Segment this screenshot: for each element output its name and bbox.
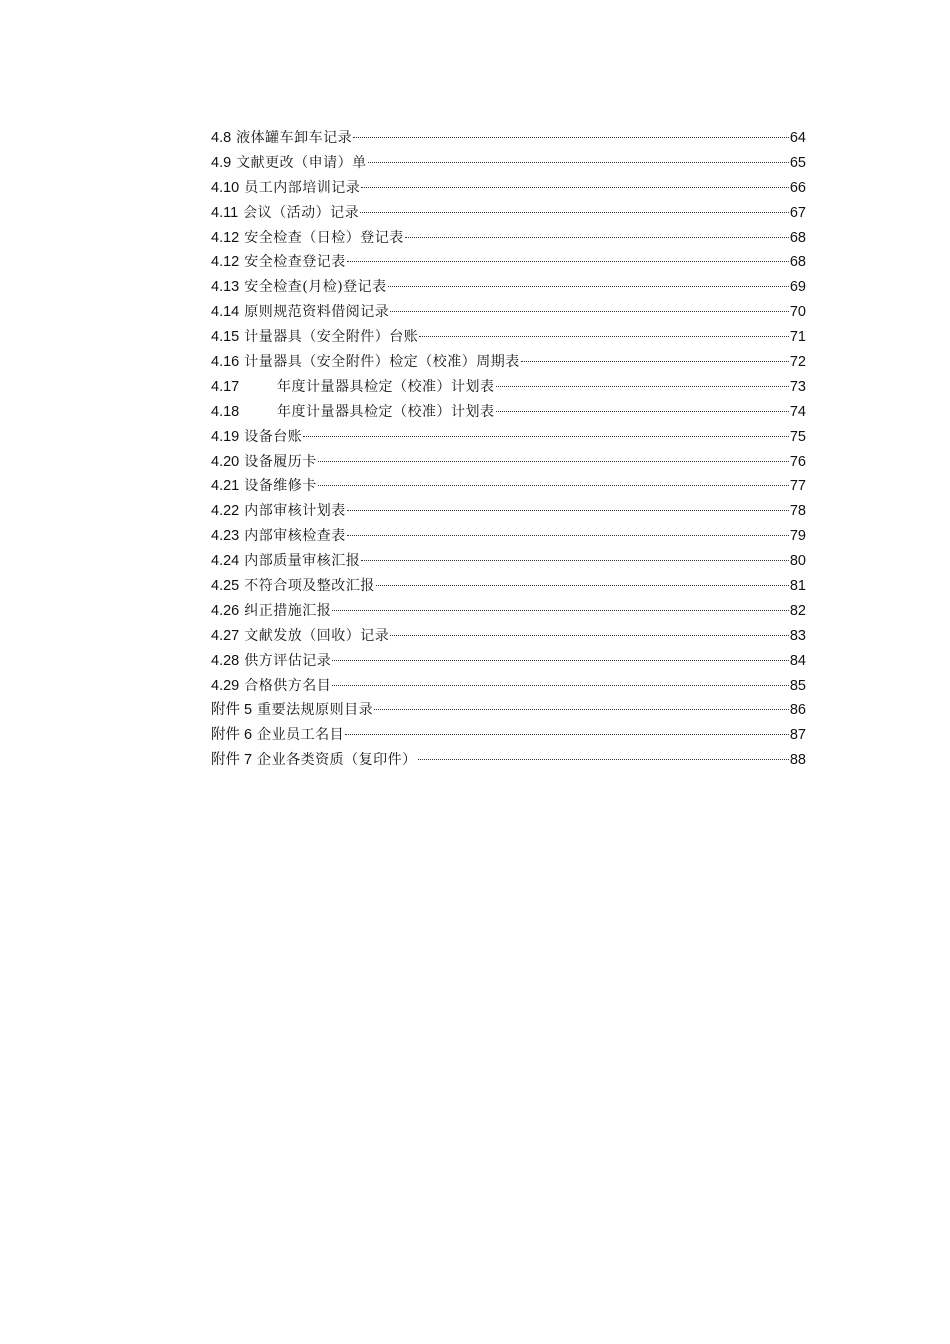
toc-entry-number: 4.11 [211,204,239,221]
toc-dot-leader [368,160,789,163]
toc-entry-number: 4.23 [211,528,240,545]
toc-dot-leader [496,384,789,387]
toc-entry-title: 设备履历卡 [244,453,317,470]
toc-entry-number: 4.29 [211,677,240,694]
toc-entry-title: 文献更改（申请）单 [236,154,367,171]
toc-entry[interactable] [211,574,806,599]
toc-entry-title: 设备台账 [244,428,303,445]
toc-dot-leader [361,185,789,188]
toc-dot-leader [361,558,789,561]
toc-entry-title: 合格供方名目 [244,677,332,694]
toc-entry-page: 84 [789,652,806,669]
toc-entry[interactable] [211,400,806,425]
toc-dot-leader [390,309,789,312]
toc-entry-number: 4.20 [211,453,240,470]
toc-entry-page: 77 [789,478,806,495]
toc-dot-leader [347,508,789,511]
toc-entry[interactable] [211,649,806,674]
toc-dot-leader [418,757,789,760]
toc-entry-title: 内部质量审核汇报 [244,553,361,570]
toc-entry-page: 76 [789,453,806,470]
toc-dot-leader [376,583,789,586]
toc-entry[interactable] [211,325,806,350]
toc-entry-page: 68 [789,229,806,246]
toc-entry[interactable] [211,499,806,524]
toc-entry[interactable] [211,375,806,400]
toc-entry-title: 计量器具（安全附件）检定（校准）周期表 [244,354,520,371]
toc-entry-page: 69 [789,279,806,296]
toc-entry-number: 4.24 [211,553,240,570]
toc-dot-leader [332,658,789,661]
toc-entry-page: 74 [789,403,806,420]
toc-dot-leader [332,683,789,686]
toc-entry-number: 4.9 [211,154,232,171]
toc-entry-title: 员工内部培训记录 [244,179,361,196]
toc-dot-leader [345,732,789,735]
toc-dot-leader [390,633,789,636]
toc-entry-number: 4.22 [211,503,240,520]
toc-dot-leader [360,210,789,213]
toc-entry[interactable] [211,176,806,201]
toc-entry-title: 液体罐车卸车记录 [236,130,353,146]
toc-entry-page: 65 [789,154,806,171]
toc-entry-page: 79 [789,528,806,545]
toc-entry-title: 内部审核检查表 [244,528,346,545]
toc-dot-leader [353,135,789,138]
toc-entry-page: 81 [789,578,806,595]
toc-entry-number: 4.28 [211,652,240,669]
toc-entry-page: 72 [789,354,806,371]
toc-entry-title: 不符合项及整改汇报 [244,578,375,595]
toc-entry[interactable] [211,300,806,325]
toc-entry[interactable] [211,474,806,499]
toc-dot-leader [347,533,789,536]
toc-entry-number: 4.14 [211,304,240,321]
toc-entry[interactable] [211,226,806,251]
toc-entry-number: 4.27 [211,627,240,644]
toc-entry-page: 73 [789,378,806,395]
toc-entry-title: 会议（活动）记录 [243,204,360,221]
toc-entry-number: 4.16 [211,354,240,371]
toc-dot-leader [388,284,789,287]
toc-dot-leader [303,434,789,437]
toc-entry-number: 4.12 [211,254,240,271]
toc-entry-title: 计量器具（安全附件）台账 [244,329,419,346]
toc-entry-title: 安全检查登记表 [244,254,346,271]
toc-dot-leader [405,235,789,238]
toc-entry[interactable] [211,599,806,624]
toc-entry-page: 70 [789,304,806,321]
toc-entry-number: 4.13 [211,279,240,296]
toc-entry-number: 4.12 [211,229,240,246]
toc-entry-title: 安全检查（日检）登记表 [244,229,404,246]
toc-entry-number: 4.19 [211,428,240,445]
toc-entry-page: 71 [789,329,806,346]
toc-entry[interactable] [211,723,806,748]
toc-entry-number: 附件 7 [211,752,253,769]
toc-entry-page: 87 [789,727,806,744]
toc-entry[interactable] [211,674,806,699]
toc-entry[interactable] [211,201,806,226]
toc-dot-leader [332,608,789,611]
toc-entry-title: 纠正措施汇报 [244,602,332,619]
toc-entry-number: 4.21 [211,478,240,495]
toc-entry[interactable] [211,151,806,176]
toc-entry-number: 4.8 [211,130,232,146]
toc-entry-number: 4.17 [211,378,240,395]
toc-entry-number: 附件 5 [211,702,253,719]
toc-entry-title: 文献发放（回收）记录 [244,627,390,644]
toc-entry-page: 78 [789,503,806,520]
toc-entry[interactable] [211,425,806,450]
toc-entry[interactable] [211,549,806,574]
toc-entry-page: 64 [789,130,806,146]
toc-entry-number: 4.18 [211,403,240,420]
toc-entry-page: 83 [789,627,806,644]
toc-entry-title: 原则规范资料借阅记录 [244,304,390,321]
table-of-contents [211,126,806,773]
toc-entry-title: 设备维修卡 [244,478,317,495]
toc-entry-title: 企业员工名目 [257,727,345,744]
toc-entry-title: 年度计量器具检定（校准）计划表 [277,378,495,395]
toc-entry[interactable] [211,698,806,723]
toc-dot-leader [496,409,789,412]
toc-entry-number: 4.15 [211,329,240,346]
toc-entry-page: 66 [789,179,806,196]
toc-entry-number: 附件 6 [211,727,253,744]
toc-entry-page: 85 [789,677,806,694]
toc-entry-number: 4.25 [211,578,240,595]
toc-entry-page: 67 [789,204,806,221]
toc-dot-leader [374,707,789,710]
toc-entry-title: 内部审核计划表 [244,503,346,520]
toc-entry[interactable] [211,524,806,549]
toc-entry-page: 82 [789,602,806,619]
toc-dot-leader [347,259,789,262]
toc-entry-title: 重要法规原则目录 [257,702,374,719]
toc-entry-page: 86 [789,702,806,719]
toc-entry[interactable] [211,275,806,300]
toc-entry-page: 75 [789,428,806,445]
toc-entry-number: 4.10 [211,179,240,196]
toc-entry-page: 68 [789,254,806,271]
toc-dot-leader [318,483,789,486]
toc-dot-leader [521,359,789,362]
toc-entry-title: 企业各类资质（复印件） [257,752,417,769]
toc-entry[interactable] [211,748,806,773]
toc-entry[interactable] [211,624,806,649]
toc-entry[interactable] [211,450,806,475]
toc-entry[interactable] [211,126,806,151]
toc-entry-title: 供方评估记录 [244,652,332,669]
toc-entry-number: 4.26 [211,602,240,619]
toc-entry-page: 80 [789,553,806,570]
toc-dot-leader [419,334,789,337]
toc-entry-page: 88 [789,752,806,769]
toc-dot-leader [318,459,789,462]
toc-entry-title: 安全检查(月检)登记表 [244,279,387,296]
toc-entry[interactable] [211,350,806,375]
toc-entry[interactable] [211,250,806,275]
toc-entry-title: 年度计量器具检定（校准）计划表 [277,403,495,420]
